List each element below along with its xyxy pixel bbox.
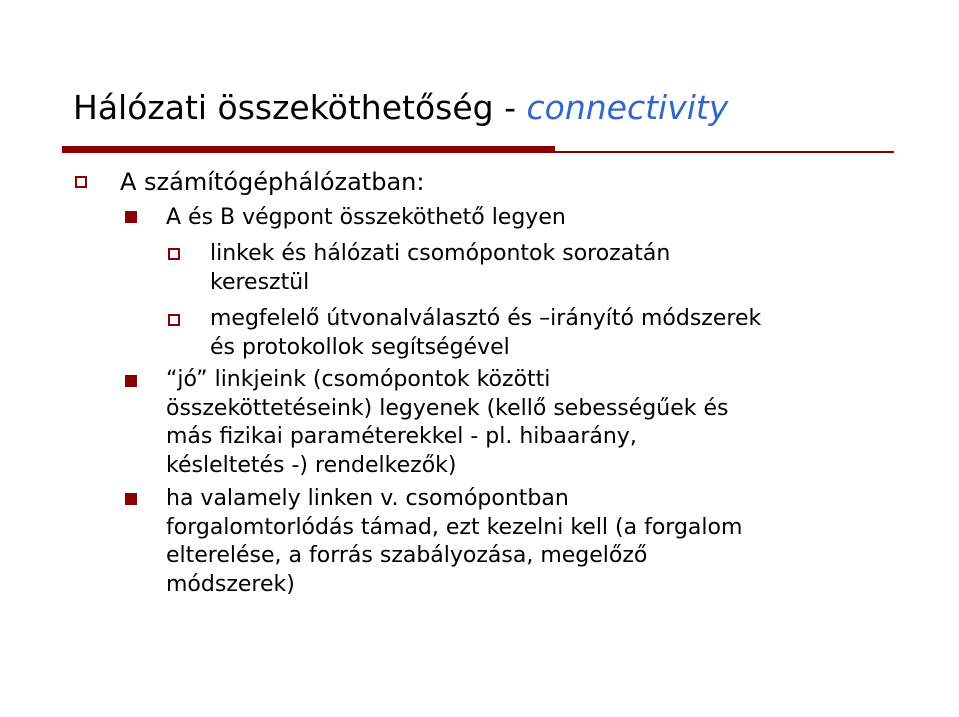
bullet-level3-text (210, 239, 670, 297)
bullet-line: összeköttetéseink) legyenek (kellő sebességűek és (166, 395, 729, 421)
bullet-line: módszerek) (166, 571, 295, 597)
bullet-line: “jó” linkjeink (csomópontok közötti (166, 367, 551, 392)
bullet-line: keresztül (210, 270, 310, 295)
title-underline-thin (62, 151, 894, 153)
bullet-line: forgalomtorlódás támad, ezt kezelni kell (a forgalom (166, 514, 743, 540)
bullet-level1-text: A számítógéphálózatban: (120, 168, 425, 196)
hollow-square-bullet-icon (168, 314, 180, 326)
slide-title-accent: connectivity (526, 88, 729, 127)
bullet-line: elterelése, a forrás szabályozása, megelőző (166, 543, 648, 568)
slide-title (73, 88, 728, 127)
bullet-line: és protokollok segítségével (210, 335, 510, 360)
hollow-square-bullet-icon (168, 248, 180, 260)
slide-title-main: Hálózati összeköthetőség - (73, 88, 527, 127)
bullet-level2-text (166, 485, 742, 599)
bullet-line: késleltetés -) rendelkezők) (166, 452, 457, 478)
bullet-line: ha valamely linken v. csomópontban (166, 486, 569, 511)
bullet-level2-text: A és B végpont összeköthető legyen (166, 205, 566, 230)
bullet-line: más fizikai paraméterekkel - pl. hibaarány, (166, 424, 637, 449)
bullet-level2-text (166, 366, 728, 480)
bullet-line: linkek és hálózati csomópontok sorozatán (210, 241, 671, 266)
hollow-square-bullet-icon (75, 176, 87, 188)
solid-square-bullet-icon (125, 375, 137, 387)
bullet-level3-text (210, 304, 761, 362)
solid-square-bullet-icon (125, 211, 137, 223)
bullet-line: megfelelő útvonalválasztó és –irányító módszerek (210, 306, 762, 331)
solid-square-bullet-icon (125, 493, 137, 505)
